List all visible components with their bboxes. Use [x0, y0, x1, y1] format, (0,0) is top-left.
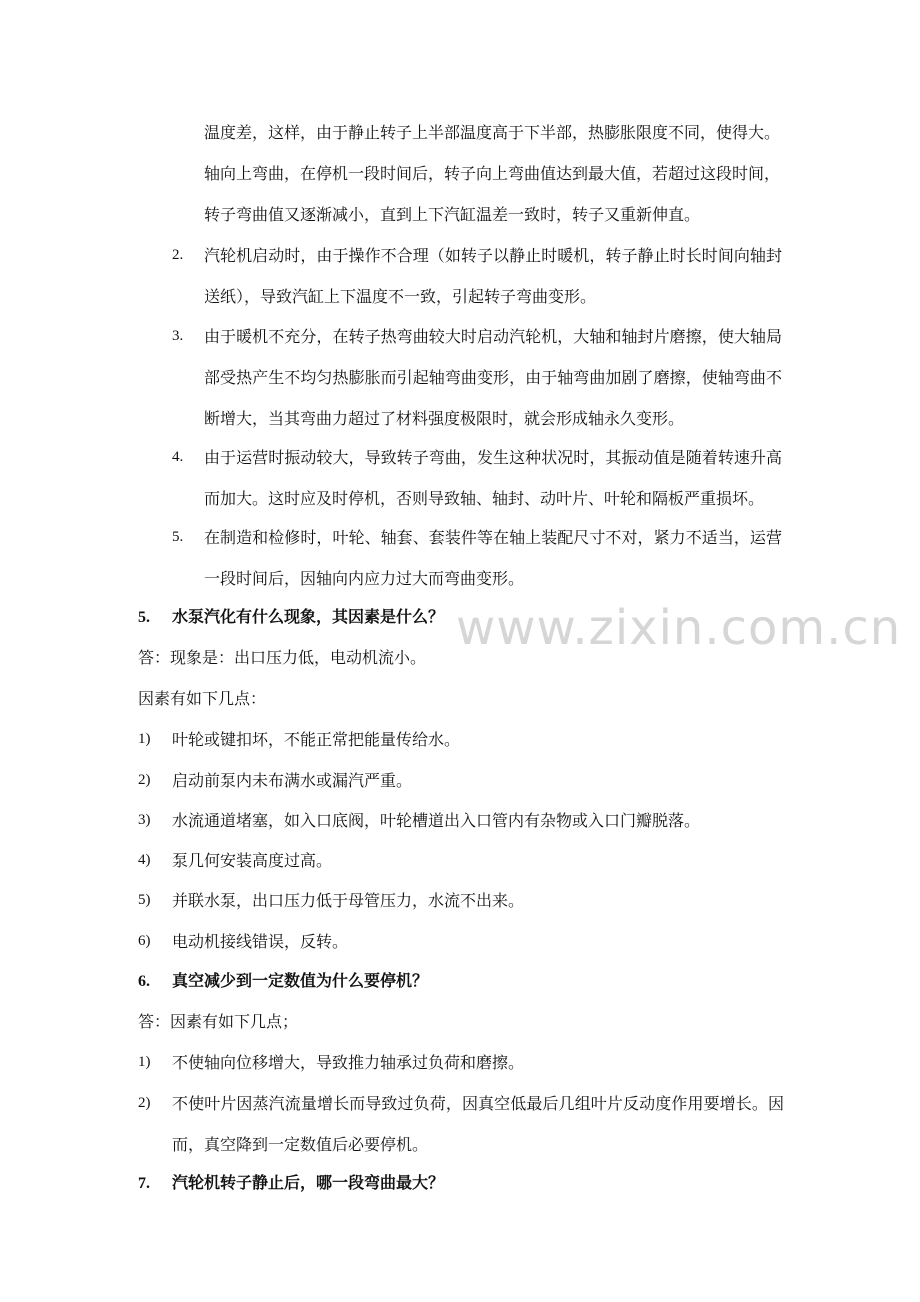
question-title: 汽轮机转子静止后，哪一段弯曲最大？ — [172, 1173, 445, 1192]
point-number: 2) — [138, 1095, 151, 1111]
list-item-number: 4. — [172, 449, 184, 465]
answer-point — [138, 931, 784, 962]
list-item-number: 3. — [172, 328, 184, 344]
answer-point — [138, 850, 784, 881]
list-item — [172, 245, 782, 317]
paragraph-line: 转子弯曲值又逐渐减小，直到上下汽缸温差一致时，转子又重新伸直。 — [204, 205, 701, 224]
point-text: 并联水泵，出口压力低于母管压力，水流不出来。 — [172, 891, 525, 910]
point-text: 叶轮或键扣坏，不能正常把能量传给水。 — [172, 730, 461, 749]
question-title: 水泵汽化有什么现象，其因素是什么？ — [172, 607, 445, 626]
point-number: 4) — [138, 852, 151, 868]
list-item-number: 2. — [172, 247, 184, 263]
point-text: 水流通道堵塞，如入口底阀，叶轮槽道出入口管内有杂物或入口门瓣脱落。 — [172, 811, 701, 830]
question-number: 6. — [138, 973, 150, 990]
point-number: 1) — [138, 1054, 151, 1070]
list-item-number: 5. — [172, 529, 184, 545]
paragraph-line: 温度差，这样，由于静止转子上半部温度高于下半部，热膨胀限度不同，使得大。 — [204, 123, 781, 142]
point-number: 5) — [138, 892, 151, 908]
list-item-text: 在制造和检修时，叶轮、轴套、套装件等在轴上装配尺寸不对，紧力不适当，运营一段时间后，因轴向内应力过大而弯曲变形。 — [204, 528, 782, 588]
list-item — [172, 326, 782, 439]
watermark: www.zixin.com.cn — [456, 600, 902, 656]
list-item-text: 由于暖机不充分，在转子热弯曲较大时启动汽轮机，大轴和轴封片磨擦，使大轴局部受热产生不均匀热膨胀而引起轴弯曲变形，由于轴弯曲加剧了磨擦，使轴弯曲不断增大，当其弯曲力超过了材料强度极限时，就会形成轴永久变形。 — [204, 327, 782, 428]
point-text: 启动前泵内未布满水或漏汽严重。 — [172, 771, 413, 790]
question-heading — [138, 607, 444, 628]
point-number: 3) — [138, 812, 151, 828]
point-text: 不使轴向位移增大，导致推力轴承过负荷和磨擦。 — [172, 1053, 525, 1072]
question-heading — [138, 1173, 444, 1194]
point-text: 电动机接线错误，反转。 — [172, 932, 349, 951]
answer-point — [138, 1052, 784, 1083]
answer-point — [138, 1093, 784, 1165]
list-item-text: 由于运营时振动较大，导致转子弯曲，发生这种状况时，其振动值是随着转速升高而加大。这时应及时停机，否则导致轴、轴封、动叶片、叶轮和隔板严重损坏。 — [204, 448, 782, 508]
list-item-text: 汽轮机启动时，由于操作不合理（如转子以静止时暖机，转子静止时长时间向轴封送纸），导致汽缸上下温度不一致，引起转子弯曲变形。 — [204, 246, 782, 306]
list-item — [172, 447, 782, 519]
question-number: 7. — [138, 1175, 150, 1192]
question-number: 5. — [138, 609, 150, 626]
answer-point — [138, 890, 784, 921]
point-number: 2) — [138, 772, 151, 788]
answer-point — [138, 729, 784, 760]
question-heading — [138, 971, 428, 992]
answer-text: 答：因素有如下几点； — [138, 1012, 299, 1031]
answer-text: 答：现象是：出口压力低，电动机流小。 — [138, 648, 427, 667]
question-title: 真空减少到一定数值为什么要停机？ — [172, 971, 429, 990]
answer-intro: 因素有如下几点： — [138, 689, 267, 708]
paragraph-line: 轴向上弯曲，在停机一段时间后，转子向上弯曲值达到最大值，若超过这段时间， — [204, 164, 781, 183]
point-text: 不使叶片因蒸汽流量增长而导致过负荷，因真空低最后几组叶片反动度作用要增长。因而，真空降到一定数值后必要停机。 — [172, 1094, 784, 1154]
answer-point — [138, 810, 784, 841]
answer-point — [138, 770, 784, 801]
list-item — [172, 527, 782, 599]
point-text: 泵几何安装高度过高。 — [172, 851, 333, 870]
point-number: 1) — [138, 731, 151, 747]
point-number: 6) — [138, 933, 151, 949]
